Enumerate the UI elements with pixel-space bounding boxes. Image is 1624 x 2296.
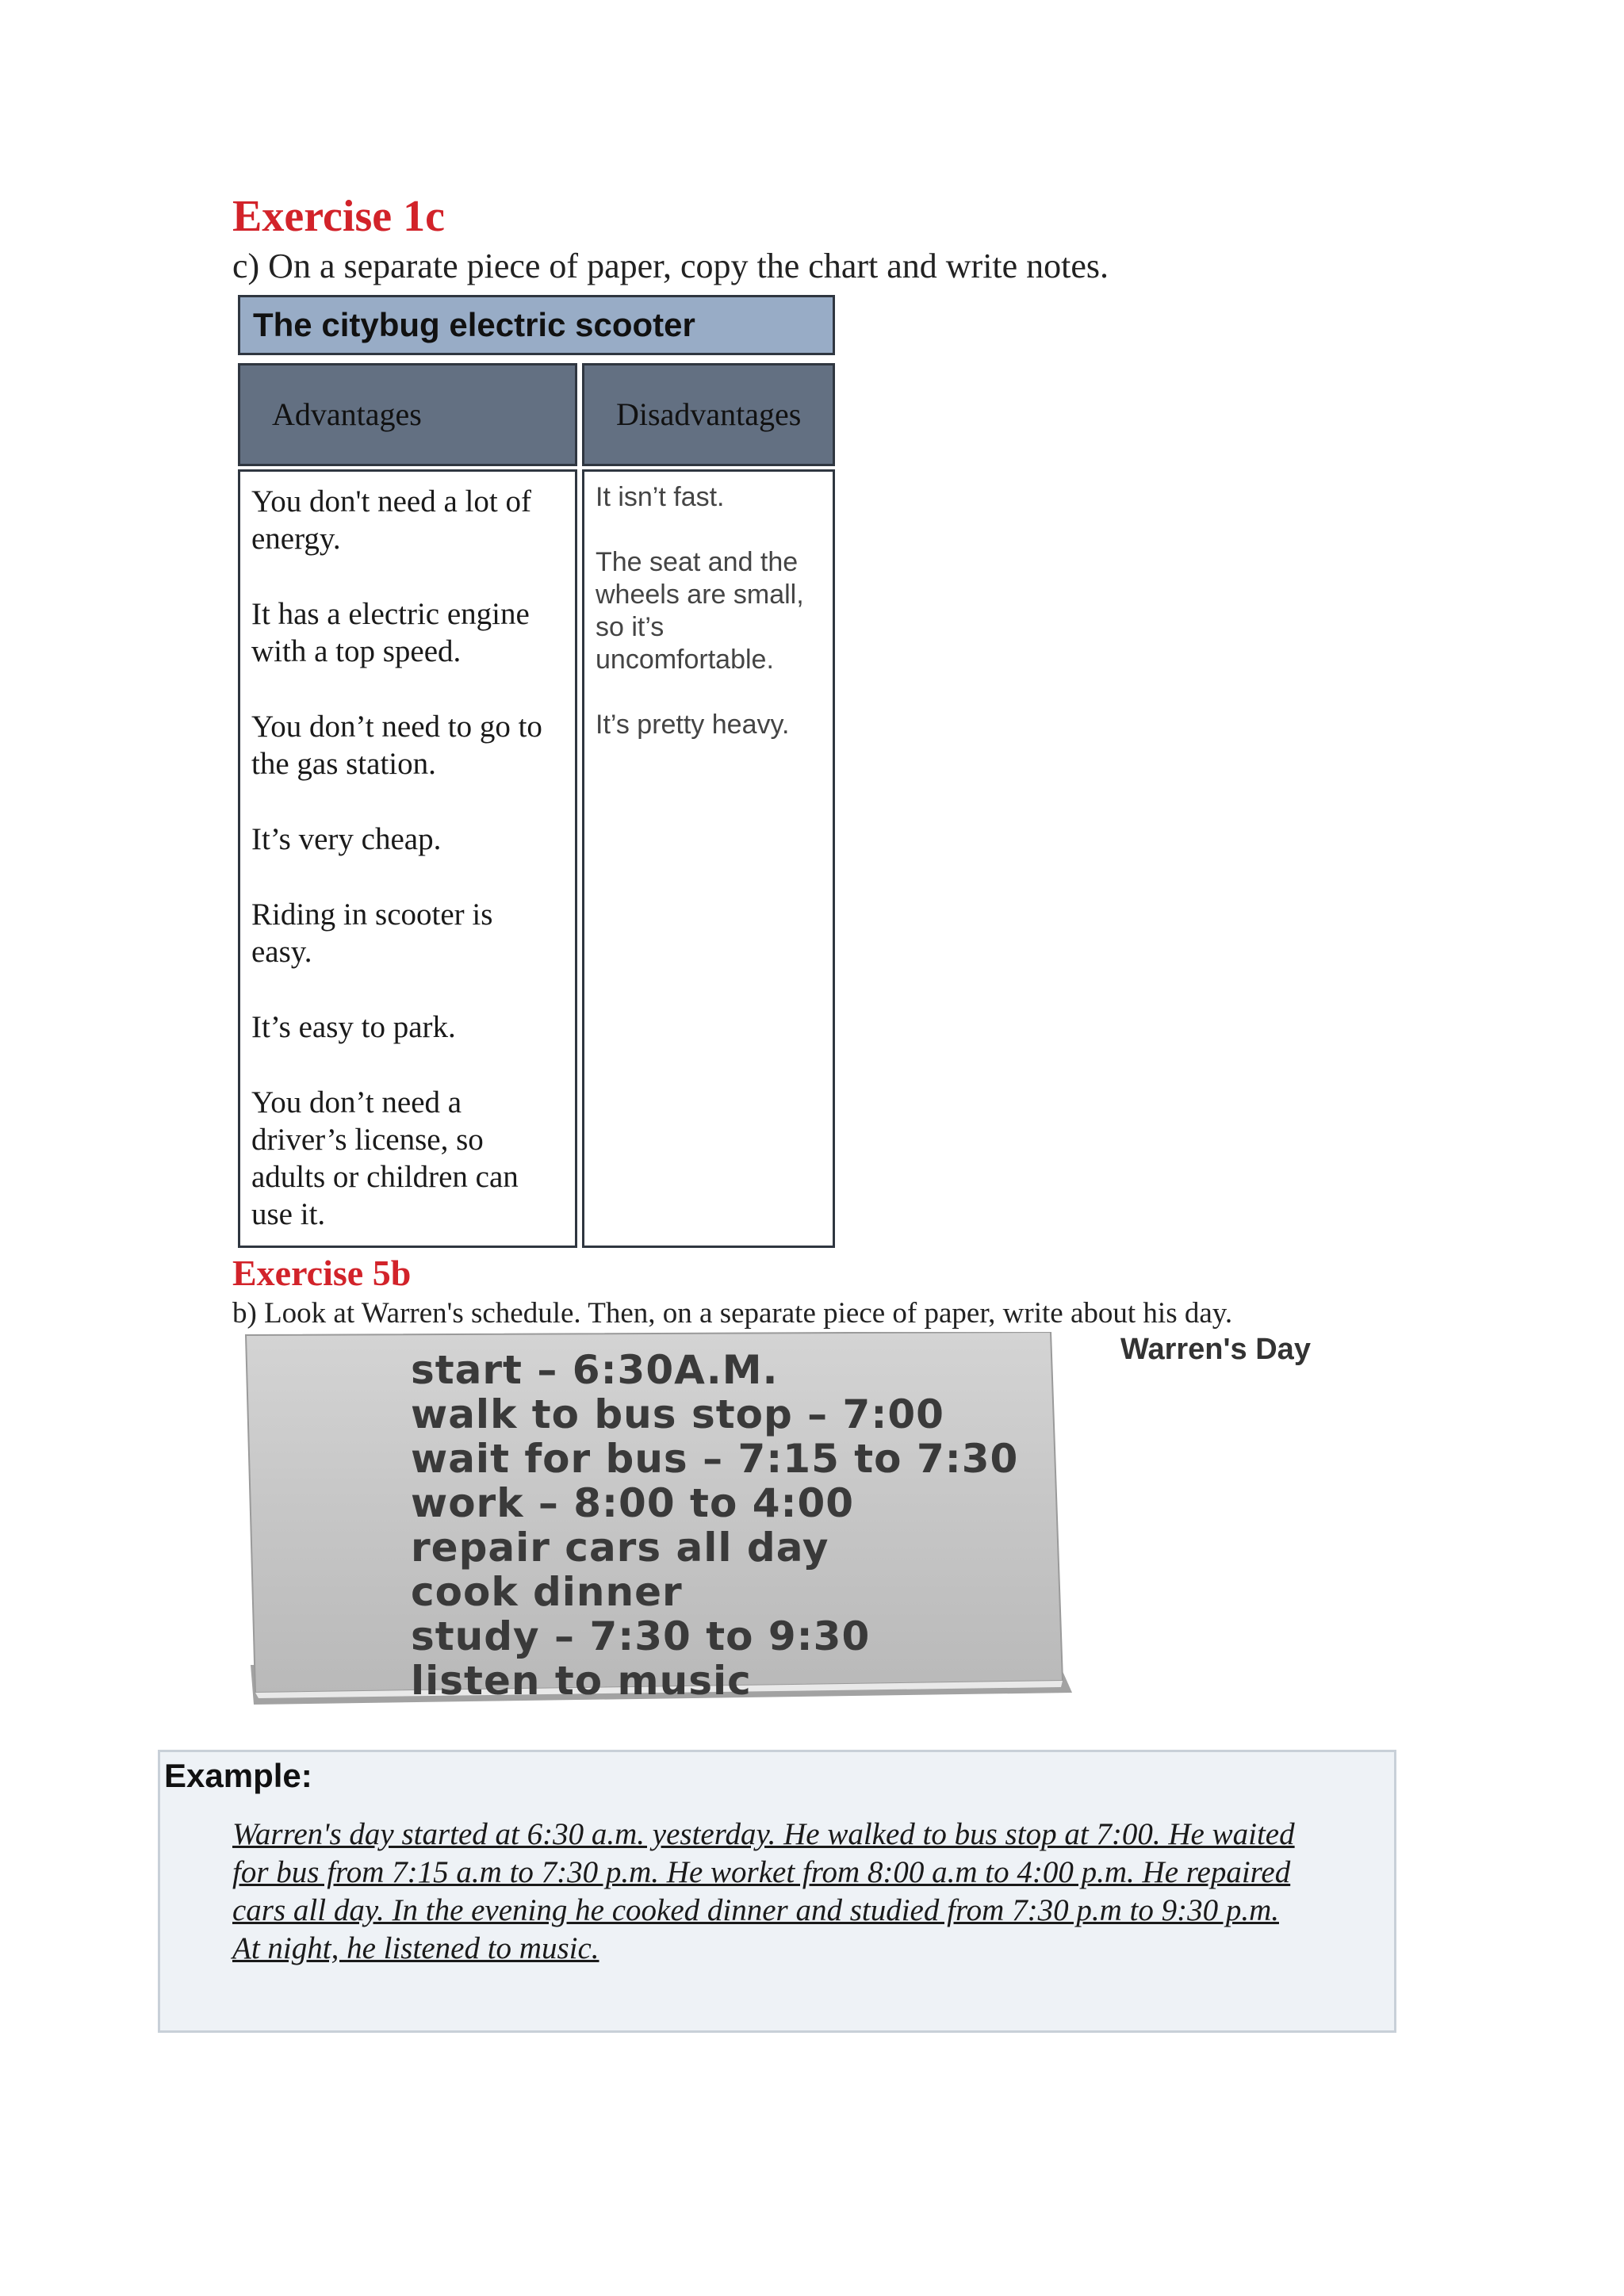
advantage-line: You don’t need to go to [251,710,542,744]
schedule-item: cook dinner [411,1569,683,1615]
disadvantage-line: so it’s [596,612,665,642]
advantage-line: easy. [251,935,312,969]
example-line: for bus from 7:15 a.m to 7:30 p.m. He worket from 8:00 a.m to 4:00 p.m. He repaired [232,1855,1291,1889]
advantage-line: energy. [251,522,341,556]
advantage-item [251,708,562,783]
exercise-5b-instruction: b) Look at Warren's schedule. Then, on a separate piece of paper, write about his day. [232,1297,1233,1330]
example-line: cars all day. In the evening he cooked dinner and studied from 7:30 p.m to 9:30 p.m. [232,1893,1279,1927]
exercise-5b-title: Exercise 5b [232,1253,412,1293]
advantages-column [238,469,577,1248]
advantage-item [251,896,562,970]
schedule-item: repair cars all day [411,1525,829,1571]
example-line: At night, he listened to music. [232,1931,599,1965]
advantage-line: the gas station. [251,747,436,781]
advantage-item [251,483,562,557]
advantage-line: You don’t need a [251,1085,462,1119]
disadvantage-line: wheels are small, [596,580,804,610]
example-label: Example: [164,1757,312,1794]
advantage-line: Riding in scooter is [251,897,493,932]
chart-title: The citybug electric scooter [238,295,835,355]
advantage-item [251,1008,562,1046]
advantage-line: It’s easy to park. [251,1010,456,1044]
schedule-item: study – 7:30 to 9:30 [411,1613,871,1659]
advantage-line: You don't need a lot of [251,484,531,519]
disadvantages-column [582,469,835,1248]
schedule-item: work – 8:00 to 4:00 [411,1480,855,1526]
example-line: Warren's day started at 6:30 a.m. yesterday. He walked to bus stop at 7:00. He waited [232,1817,1295,1851]
schedule-item: start – 6:30A.M. [411,1347,779,1393]
disadvantage-item [596,481,823,514]
advantage-line: It’s very cheap. [251,822,442,856]
example-paragraph [232,1816,1390,1968]
schedule-list [411,1348,1018,1703]
disadvantage-line: It isn’t fast. [596,482,725,512]
disadvantage-line: uncomfortable. [596,645,774,675]
disadvantage-item [596,709,823,741]
advantage-item [251,1084,562,1233]
exercise-1c-title: Exercise 1c [232,192,445,241]
advantages-header: Advantages [238,363,577,466]
disadvantages-header: Disadvantages [582,363,835,466]
advantage-line: It has a electric engine [251,597,530,631]
schedule-item: wait for bus – 7:15 to 7:30 [411,1436,1019,1482]
schedule-title: Warren's Day [1120,1333,1311,1366]
disadvantage-line: It’s pretty heavy. [596,710,790,740]
disadvantage-line: The seat and the [596,547,799,577]
schedule-item: listen to music [411,1658,752,1704]
advantage-line: with a top speed. [251,634,462,668]
advantage-line: use it. [251,1197,326,1231]
advantage-line: adults or children can [251,1160,519,1194]
schedule-item: walk to bus stop – 7:00 [411,1391,944,1437]
advantage-item [251,821,562,858]
disadvantage-item [596,546,823,676]
advantage-item [251,595,562,670]
exercise-1c-instruction: c) On a separate piece of paper, copy the chart and write notes. [232,247,1109,285]
advantage-line: driver’s license, so [251,1123,484,1157]
